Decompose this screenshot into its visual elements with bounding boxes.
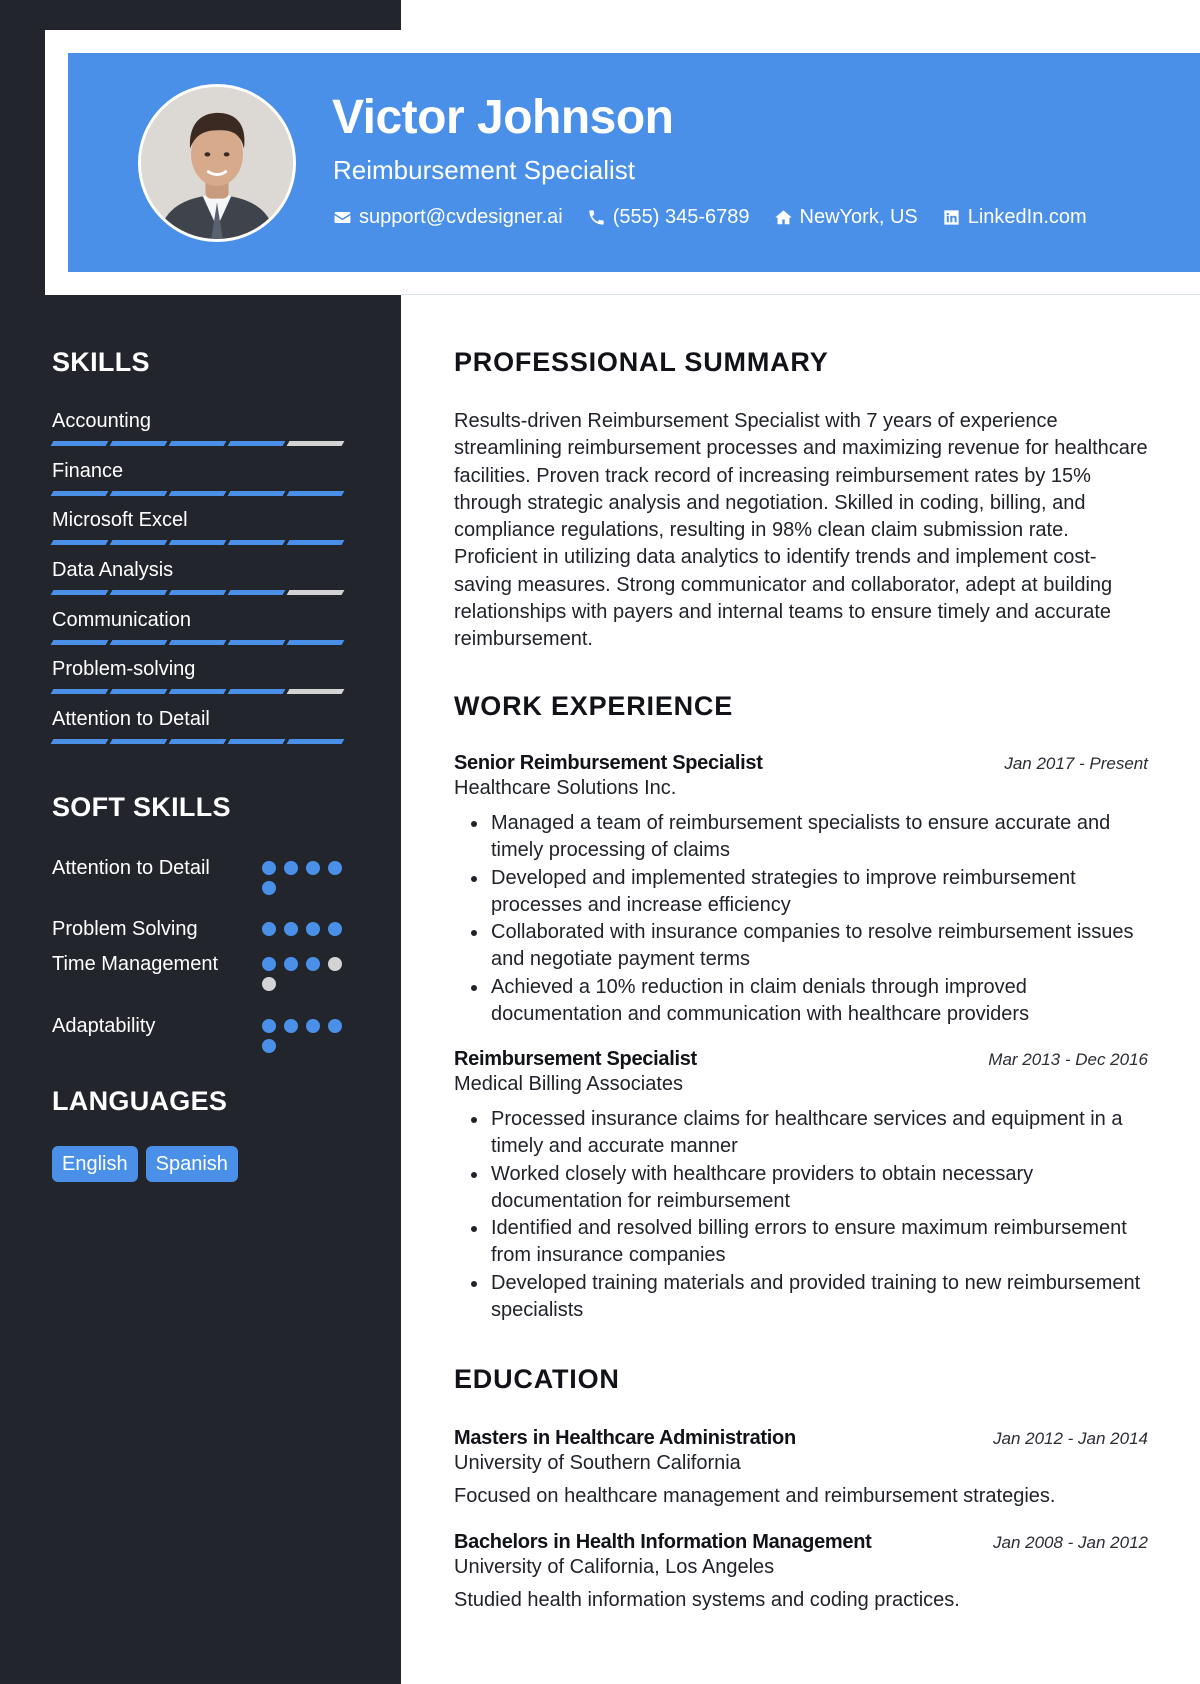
skill-level-segment	[51, 540, 109, 545]
skill-level-segment	[169, 441, 227, 446]
skill-level-bar	[52, 640, 348, 645]
rating-dot	[262, 957, 276, 971]
skill-label: Finance	[52, 459, 124, 482]
job-company: Healthcare Solutions Inc.	[454, 777, 677, 799]
skill-level-segment	[169, 540, 227, 545]
education-date: Jan 2008 - Jan 2012	[992, 1533, 1148, 1552]
soft-skill-rating	[262, 855, 352, 916]
job-bullet: Worked closely with healthcare providers to obtain necessary documentation for reimbursement	[491, 1161, 1148, 1216]
soft-skill-label: Time Management	[52, 953, 218, 975]
skill-level-segment	[228, 640, 286, 645]
school-name: University of California, Los Angeles	[454, 1556, 775, 1578]
skill-level-segment	[287, 739, 345, 744]
degree-title: Masters in Healthcare Administration	[454, 1427, 796, 1449]
contact-linkedin[interactable]	[942, 206, 1087, 229]
rating-dot	[306, 922, 320, 936]
job-bullet: Managed a team of reimbursement specialists to ensure accurate and timely processing of claims	[491, 810, 1148, 865]
skill-level-segment	[51, 739, 109, 744]
skill-level-segment	[287, 441, 345, 446]
school-name: University of Southern California	[454, 1452, 741, 1474]
envelope-icon	[333, 208, 352, 227]
skill-item	[52, 657, 348, 707]
contact-email[interactable]	[333, 206, 563, 229]
contact-email-text: support@cvdesigner.ai	[359, 206, 563, 228]
contact-phone-text: (555) 345-6789	[612, 206, 750, 228]
skill-level-segment	[228, 540, 286, 545]
skill-level-bar	[52, 739, 348, 744]
skill-level-bar	[52, 491, 348, 496]
degree-title: Bachelors in Health Information Management	[454, 1531, 872, 1553]
skill-level-bar	[52, 689, 348, 694]
skill-level-segment	[287, 540, 345, 545]
soft-skill-item	[52, 951, 352, 1013]
skill-label: Data Analysis	[52, 559, 174, 582]
skill-level-segment	[110, 491, 168, 496]
skill-level-segment	[51, 491, 109, 496]
job-company: Medical Billing Associates	[454, 1073, 683, 1095]
rating-dot	[328, 861, 342, 875]
skill-level-segment	[110, 540, 168, 545]
soft-skills-heading: SOFT SKILLS	[52, 792, 231, 822]
skill-item	[52, 409, 348, 459]
soft-skill-item	[52, 1013, 352, 1073]
rating-dot	[262, 1019, 276, 1033]
skill-label: Accounting	[52, 410, 151, 432]
rating-dot	[262, 861, 276, 875]
avatar	[138, 84, 296, 242]
skill-level-segment	[51, 441, 109, 446]
rating-dot	[328, 1019, 342, 1033]
contact-phone[interactable]	[587, 206, 750, 229]
skill-level-segment	[51, 590, 109, 595]
profile-photo	[141, 87, 293, 239]
skill-item	[52, 558, 348, 608]
skill-item	[52, 707, 348, 757]
skills-list	[52, 409, 348, 757]
candidate-role: Reimbursement Specialist	[333, 155, 636, 185]
skill-level-segment	[51, 689, 109, 694]
skill-level-segment	[110, 739, 168, 744]
job-bullet: Developed and implemented strategies to improve reimbursement processes and increase efficiency	[491, 865, 1148, 920]
skill-label: Communication	[52, 608, 191, 631]
job-bullet: Identified and resolved billing errors to ensure maximum reimbursement from insurance companies	[491, 1215, 1148, 1270]
experience-heading: WORK EXPERIENCE	[454, 691, 734, 721]
rating-dot	[306, 1019, 320, 1033]
skill-level-segment	[287, 491, 345, 496]
rating-dot	[262, 1039, 276, 1053]
rating-dot	[262, 881, 276, 895]
home-icon	[774, 208, 793, 227]
rating-dot	[306, 957, 320, 971]
skill-level-segment	[228, 739, 286, 744]
skill-label: Microsoft Excel	[52, 509, 188, 532]
rating-dot	[284, 1019, 298, 1033]
skill-level-segment	[287, 689, 345, 694]
skill-level-segment	[51, 640, 109, 645]
skill-level-segment	[110, 689, 168, 694]
education-entry	[454, 1427, 1148, 1508]
skill-item	[52, 508, 348, 558]
language-badge: English	[52, 1146, 138, 1182]
contact-location-text: NewYork, US	[799, 206, 918, 228]
linkedin-icon	[942, 208, 961, 227]
skill-level-segment	[169, 739, 227, 744]
rating-dot	[328, 922, 342, 936]
job-bullet: Collaborated with insurance companies to resolve reimbursement issues and negotiate payment terms	[491, 919, 1148, 974]
skill-level-bar	[52, 590, 348, 595]
skill-level-bar	[52, 540, 348, 545]
summary-text: Results-driven Reimbursement Specialist with 7 years of experience streamlining reimbursement processes and maximizing revenue for healthcare facilities. Proven track record of increasing reimbursement rates by 15% through strategic analysis and negotiation. Skilled in coding, billing, and compliance regulations, resulting in 98% clean claim submission rate. Proficient in utilizing data analytics to identify trends and implement cost-saving measures. Strong communicator and collaborator, adept at building relationships with payers and internal teams to ensure timely and accurate reimbursement.	[454, 410, 1148, 651]
job-date: Jan 2017 - Present	[1004, 754, 1148, 773]
skill-level-segment	[110, 590, 168, 595]
contact-list	[333, 206, 1087, 229]
job-bullet: Processed insurance claims for healthcare services and equipment in a timely and accurate manner	[491, 1106, 1148, 1161]
soft-skill-label: Problem Solving	[52, 918, 198, 940]
soft-skill-rating	[262, 916, 352, 951]
rating-dot	[284, 861, 298, 875]
job-bullet: Developed training materials and provided training to new reimbursement specialists	[491, 1270, 1148, 1325]
job-bullet: Achieved a 10% reduction in claim denials through improved documentation and communication with healthcare providers	[491, 974, 1148, 1029]
education-description: Focused on healthcare management and reimbursement strategies.	[454, 1485, 1056, 1507]
rating-dot	[284, 922, 298, 936]
rating-dot	[328, 957, 342, 971]
soft-skill-item	[52, 855, 352, 916]
candidate-name: Victor Johnson	[332, 91, 674, 144]
job-bullets	[454, 1106, 1148, 1324]
soft-skill-rating	[262, 951, 352, 1013]
skill-item	[52, 459, 348, 509]
phone-icon	[587, 208, 606, 227]
rating-dot	[262, 922, 276, 936]
education-date: Jan 2012 - Jan 2014	[992, 1429, 1148, 1448]
rating-dot	[262, 977, 276, 991]
education-description: Studied health information systems and coding practices.	[454, 1589, 960, 1611]
language-badge: Spanish	[146, 1146, 238, 1182]
job-date: Mar 2013 - Dec 2016	[988, 1050, 1148, 1069]
skill-level-segment	[110, 441, 168, 446]
skill-level-segment	[169, 640, 227, 645]
skill-level-segment	[169, 590, 227, 595]
skill-level-segment	[228, 689, 286, 694]
job-entry	[454, 752, 1148, 1028]
summary-heading: PROFESSIONAL SUMMARY	[454, 347, 829, 377]
contact-location	[774, 206, 918, 229]
languages-heading: LANGUAGES	[52, 1086, 228, 1116]
skill-item	[52, 608, 348, 658]
skill-level-segment	[287, 590, 345, 595]
rating-dot	[306, 861, 320, 875]
soft-skill-item	[52, 916, 352, 951]
header-divider	[401, 294, 1200, 295]
languages-list	[52, 1146, 238, 1182]
skill-label: Problem-solving	[52, 658, 196, 681]
soft-skill-rating	[262, 1013, 352, 1073]
job-title: Reimbursement Specialist	[454, 1048, 697, 1070]
skill-level-segment	[169, 689, 227, 694]
education-entry	[454, 1531, 1148, 1612]
job-bullets	[454, 810, 1148, 1028]
skill-level-segment	[228, 590, 286, 595]
job-entry	[454, 1048, 1148, 1324]
skill-level-bar	[52, 441, 348, 446]
skill-label: Attention to Detail	[52, 708, 210, 731]
skill-level-segment	[169, 491, 227, 496]
job-title: Senior Reimbursement Specialist	[454, 752, 763, 774]
soft-skills-list	[52, 855, 352, 1073]
education-heading: EDUCATION	[454, 1364, 620, 1394]
rating-dot	[284, 957, 298, 971]
soft-skill-label: Adaptability	[52, 1015, 156, 1037]
skill-level-segment	[228, 441, 286, 446]
soft-skill-label: Attention to Detail	[52, 857, 210, 879]
skill-level-segment	[287, 640, 345, 645]
skills-heading: SKILLS	[52, 347, 150, 377]
contact-linkedin-text: LinkedIn.com	[967, 206, 1087, 228]
skill-level-segment	[110, 640, 168, 645]
skill-level-segment	[228, 491, 286, 496]
